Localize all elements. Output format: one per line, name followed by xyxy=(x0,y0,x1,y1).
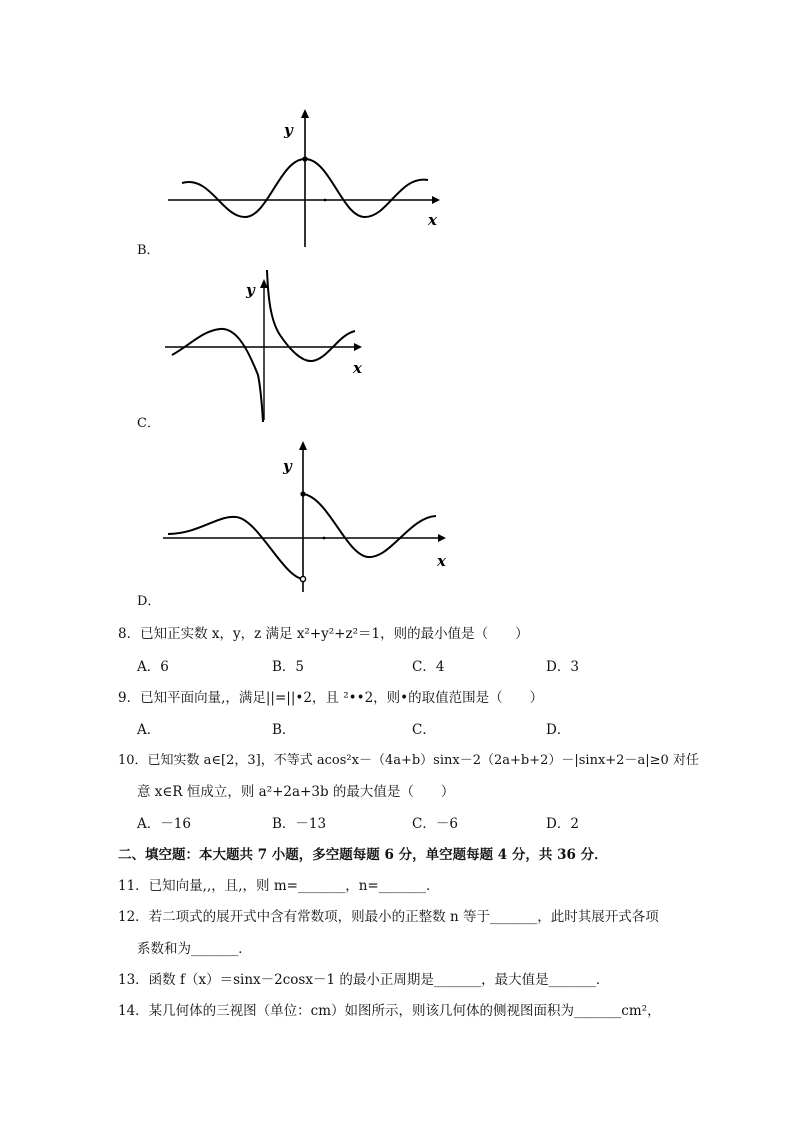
x-axis-label: x xyxy=(437,552,446,570)
y-axis-label: y xyxy=(246,281,255,299)
question-13: 13．函数 f（x）＝sinx－2cosx－1 的最小正周期是_______，最大值是_______． xyxy=(118,972,610,988)
section-2-heading: 二、填空题：本大题共 7 小题，多空题每题 6 分，单空题每题 4 分，共 36 分． xyxy=(118,847,608,863)
graph-c xyxy=(160,265,375,425)
question-11: 11．已知向量,,，且,，则 m=_______，n=_______． xyxy=(118,878,440,894)
y-axis-arrow xyxy=(301,109,309,118)
q8-option-c: C．4 xyxy=(412,659,445,675)
q9-option-a: A． xyxy=(137,722,161,738)
y-axis-label: y xyxy=(283,457,292,475)
question-14: 14．某几何体的三视图（单位：cm）如图所示，则该几何体的侧视图面积为_______cm²， xyxy=(118,1003,661,1019)
q10-option-a: A．－16 xyxy=(137,816,191,832)
curve-left xyxy=(168,517,303,579)
graph-b xyxy=(160,105,450,255)
curve-left xyxy=(172,329,263,422)
q8-option-d: D．3 xyxy=(546,659,579,675)
x-axis-arrow xyxy=(438,534,446,542)
q9-option-d: D． xyxy=(546,722,571,738)
x-axis-arrow xyxy=(432,196,440,204)
y-axis-label: y xyxy=(284,121,293,139)
tick-dot xyxy=(324,199,327,202)
question-10-line-1: 10．已知实数 a∈[2，3]，不等式 acos²x－（4a+b）sinx－2（2a+b+2）－|sinx+2－a|≥0 对任 xyxy=(118,753,699,768)
q8-option-a: A．6 xyxy=(137,659,169,675)
graph-c-svg xyxy=(160,265,375,425)
y-axis-arrow xyxy=(299,441,307,450)
curve-right xyxy=(303,494,436,557)
y-intercept-dot xyxy=(302,156,307,161)
option-label-d: D． xyxy=(137,594,161,609)
question-8: 8．已知正实数 x，y，z 满足 x²+y²+z²＝1，则的最小值是（ ） xyxy=(118,626,529,642)
tick-dot xyxy=(323,537,326,540)
question-9: 9．已知平面向量,，满足||=||•2，且 ²••2，则•的取值范围是（ ） xyxy=(118,690,544,706)
graph-d-svg xyxy=(158,437,458,597)
upper-dot xyxy=(300,491,305,496)
x-axis-arrow xyxy=(354,343,362,351)
q10-option-d: D．2 xyxy=(546,816,579,832)
question-10-line-2: 意 x∈R 恒成立，则 a²+2a+3b 的最大值是（ ） xyxy=(137,784,455,800)
option-label-c: C． xyxy=(137,416,160,431)
q8-option-b: B．5 xyxy=(272,659,305,675)
q9-option-b: B． xyxy=(272,722,296,738)
graph-b-svg xyxy=(160,105,450,255)
question-12-line-2: 系数和为_______． xyxy=(137,941,252,957)
x-axis-label: x xyxy=(428,211,437,229)
x-axis-label: x xyxy=(353,359,362,377)
option-label-b: B． xyxy=(137,243,160,258)
question-12-line-1: 12．若二项式的展开式中含有常数项，则最小的正整数 n 等于_______，此时其展开式各项 xyxy=(118,909,659,925)
q9-option-c: C． xyxy=(412,722,436,738)
q10-option-b: B．－13 xyxy=(272,816,327,832)
lower-dot xyxy=(300,576,305,581)
q10-option-c: C．－6 xyxy=(412,816,458,832)
graph-d xyxy=(158,437,458,597)
